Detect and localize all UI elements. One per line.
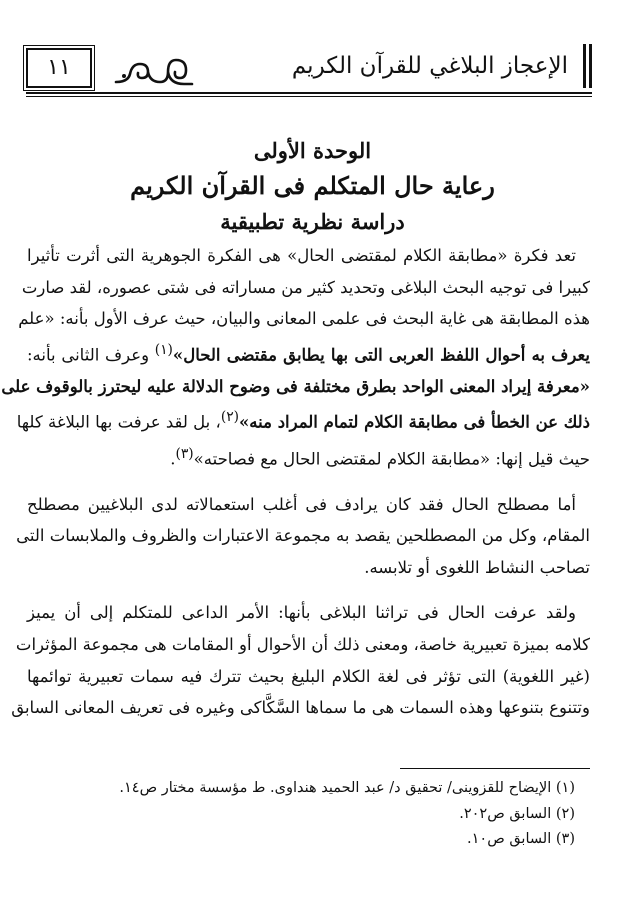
paragraph-1-line-7 bbox=[27, 439, 590, 475]
arabesque-ornament-icon bbox=[114, 52, 194, 90]
page-header bbox=[26, 42, 592, 98]
paragraph-2-line-3: تصاحب النشاط اللغوى أو تلابسه. bbox=[364, 557, 590, 577]
definition-bayan: «معرفة إيراد المعنى الواحد بطرق مختلفة فى وضوح الدلالة عليه ليحترز بالوقوف على bbox=[1, 376, 590, 396]
unit-heading: الوحدة الأولى bbox=[253, 138, 372, 163]
paragraph-1-line-4 bbox=[27, 335, 590, 371]
paragraph-2-line-1: أما مصطلح الحال فقد كان يرادف فى أغلب استعمالاته لدى البلاغيين مصطلح bbox=[27, 494, 576, 514]
paragraph-3-line-2: كلامه بميزة تعبيرية خاصة، ومعنى ذلك أن الأحوال أو المقامات هى مجموعة المؤثرات bbox=[15, 635, 590, 655]
paragraph-1-line-5 bbox=[1, 371, 590, 403]
footnote-1: (١) الإيضاح للقزوينى/ تحقيق د/ عبد الحميد هنداوى. ط مؤسسة مختار ص١٤. bbox=[119, 780, 575, 796]
paragraph-1-line-7-text: حيث قيل إنها: «مطابقة الكلام لمقتضى الحال مع فصاحته» bbox=[193, 449, 590, 469]
paragraph-1-line-3: هذه المطابقة هى غاية البحث فى علمى المعانى والبيان، حيث عرف الأول بأنه: «علم bbox=[18, 309, 590, 329]
body-text bbox=[1, 240, 590, 724]
paragraph-3-line-1: ولقد عرفت الحال فى تراثنا البلاغى بأنها: الأمر الداعى للمتكلم إلى أن يميز bbox=[27, 603, 576, 623]
footnote-separator bbox=[400, 768, 590, 769]
paragraph-2-line-2: المقام، وكل من المصطلحين يقصد به مجموعة الاعتبارات والظروف والملابسات التى bbox=[16, 526, 590, 546]
paragraph-1-line-7-end: . bbox=[170, 449, 176, 469]
paragraph-3-line-4: وتتنوع بتنوعها وهذه السمات هى ما سماها السَّكَّاكى وغيره فى تعريف المعانى السابق bbox=[11, 698, 590, 718]
paragraph-1-line-6-tail: ، بل لقد عرفت بها البلاغة كلها bbox=[16, 412, 221, 432]
definition-ma-ani: يعرف به أحوال اللفظ العربى التى بها يطابق مقتضى الحال» bbox=[172, 345, 590, 365]
unit-title-block bbox=[40, 136, 585, 238]
running-title: الإعجاز البلاغي للقرآن الكريم bbox=[291, 53, 568, 79]
paragraph-1-line-2: كبيرا فى توجيه البحث البلاغى وتحديد كثير من مساراته فى شتى عصوره، لقد صارت bbox=[21, 277, 590, 297]
page-number: ١١ bbox=[26, 48, 92, 88]
chapter-subtitle: دراسة نظرية تطبيقية bbox=[220, 209, 405, 234]
paragraph-1-line-6 bbox=[16, 402, 590, 438]
header-rule-thin bbox=[26, 96, 592, 97]
definition-bayan-end: ذلك عن الخطأ فى مطابقة الكلام لتمام المراد منه» bbox=[238, 412, 590, 432]
paragraph-3-line-3: (غير اللغوية) التى تؤثر فى لغة الكلام البليغ بحيث تترك فيه سمات تعبيرية توائمها bbox=[27, 666, 590, 686]
chapter-title: رعاية حال المتكلم فى القرآن الكريم bbox=[130, 171, 495, 200]
footnote-3: (٣) السابق ص١٠. bbox=[467, 831, 575, 847]
footnote-ref-2: (٢) bbox=[220, 409, 239, 426]
footnotes bbox=[35, 776, 575, 853]
footnote-ref-1: (١) bbox=[154, 341, 173, 358]
header-double-bar bbox=[578, 42, 592, 90]
paragraph-1-line-4-tail: وعرف الثانى بأنه: bbox=[27, 345, 155, 365]
header-rule bbox=[26, 92, 592, 94]
footnote-ref-3: (٣) bbox=[175, 445, 194, 462]
footnote-2: (٢) السابق ص٢٠٢. bbox=[459, 805, 575, 822]
paragraph-1-line-1: تعد فكرة «مطابقة الكلام لمقتضى الحال» هى الفكرة الجوهرية التى أثرت تأثيرا bbox=[27, 246, 576, 265]
